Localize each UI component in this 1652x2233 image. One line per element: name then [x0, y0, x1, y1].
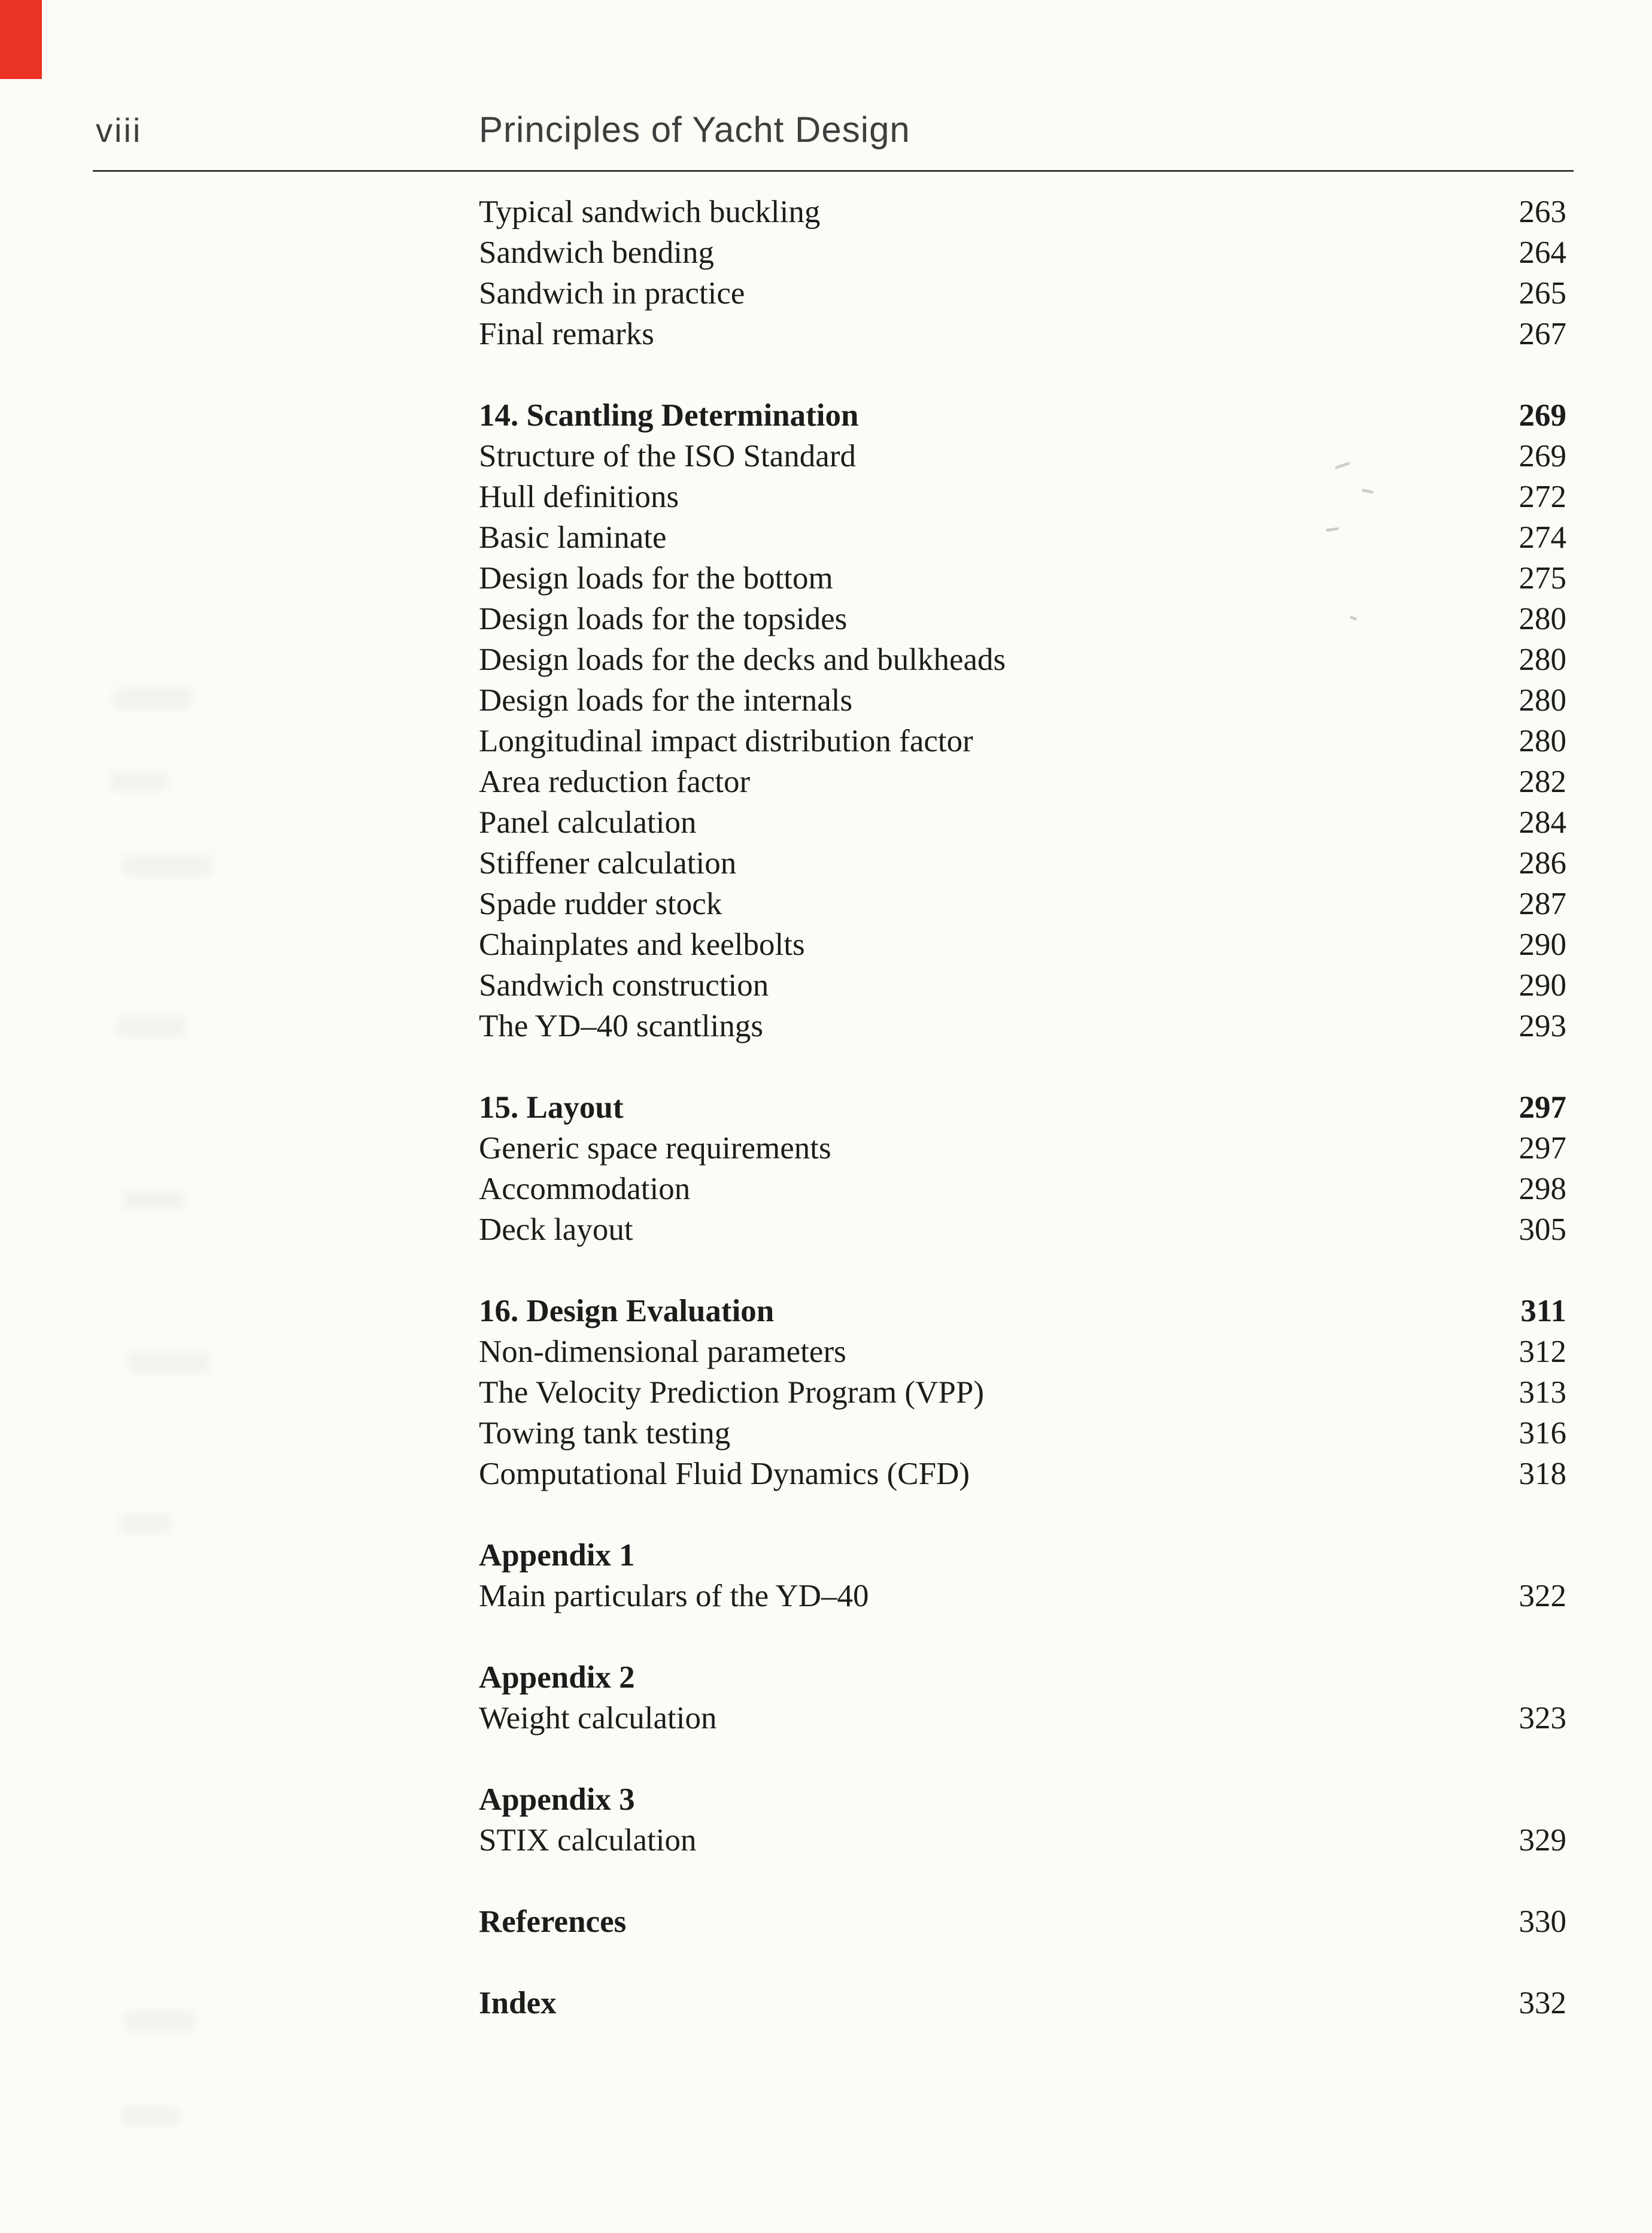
toc-entry-row: [479, 1169, 1566, 1209]
toc-label: Design loads for the decks and bulkheads: [479, 642, 1006, 677]
toc-entry-row: [479, 1331, 1566, 1372]
toc-label: Accommodation: [479, 1172, 691, 1206]
toc-heading-row: [479, 1779, 1566, 1820]
toc-entry-row: [479, 1128, 1566, 1169]
toc-page-number: 330: [1519, 1904, 1566, 1939]
toc-label: The YD–40 scantlings: [479, 1009, 763, 1043]
toc-heading-row: [479, 1983, 1566, 2023]
toc-page-number: 272: [1519, 480, 1566, 514]
toc-label: 15. Layout: [479, 1090, 624, 1125]
toc-label: Longitudinal impact distribution factor: [479, 724, 973, 759]
toc-section: [479, 395, 1566, 1046]
toc-entry-row: [479, 1413, 1566, 1454]
toc-label: References: [479, 1904, 627, 1939]
toc-page-number: 287: [1519, 887, 1566, 921]
toc-entry-row: [479, 517, 1566, 558]
toc-section: [479, 1087, 1566, 1250]
header-rule: [93, 170, 1574, 172]
toc-label: The Velocity Prediction Program (VPP): [479, 1375, 984, 1410]
toc-label: Non-dimensional parameters: [479, 1334, 846, 1369]
showthrough-smudge: [123, 856, 212, 876]
toc-label: Typical sandwich buckling: [479, 195, 821, 229]
toc-entry-row: [479, 884, 1566, 924]
toc-label: Structure of the ISO Standard: [479, 439, 856, 474]
toc-page-number: 290: [1519, 927, 1566, 962]
toc-page-number: 313: [1519, 1375, 1566, 1410]
showthrough-smudge: [123, 1191, 183, 1209]
toc-label: Index: [479, 1986, 557, 2020]
toc-page-number: 274: [1519, 520, 1566, 555]
toc: [479, 192, 1566, 2023]
toc-page-number: 298: [1519, 1172, 1566, 1206]
toc-label: Main particulars of the YD–40: [479, 1579, 869, 1613]
toc-entry-row: [479, 232, 1566, 273]
showthrough-smudge: [114, 688, 192, 709]
toc-label: Design loads for the topsides: [479, 602, 848, 636]
toc-heading-row: [479, 1657, 1566, 1698]
toc-page-number: 293: [1519, 1009, 1566, 1043]
toc-page-number: 284: [1519, 805, 1566, 840]
toc-section: [479, 1535, 1566, 1616]
book-edge-red: [0, 0, 42, 79]
toc-label: Design loads for the internals: [479, 683, 853, 718]
toc-entry-row: [479, 802, 1566, 843]
toc-label: Area reduction factor: [479, 764, 751, 799]
toc-label: 16. Design Evaluation: [479, 1294, 775, 1328]
toc-heading-row: [479, 1087, 1566, 1128]
toc-heading-row: [479, 1291, 1566, 1331]
toc-entry-row: [479, 314, 1566, 354]
toc-entry-row: [479, 477, 1566, 517]
toc-entry-row: [479, 965, 1566, 1006]
toc-entry-row: [479, 192, 1566, 232]
toc-label: Stiffener calculation: [479, 846, 737, 881]
toc-label: Design loads for the bottom: [479, 561, 833, 596]
page-header: [96, 109, 1568, 150]
toc-page-number: 312: [1519, 1334, 1566, 1369]
toc-entry-row: [479, 680, 1566, 721]
toc-page-number: 269: [1519, 398, 1566, 433]
toc-entry-row: [479, 1209, 1566, 1250]
toc-entry-row: [479, 1576, 1566, 1616]
toc-label: Basic laminate: [479, 520, 667, 555]
toc-entry-row: [479, 721, 1566, 761]
toc-entry-row: [479, 1372, 1566, 1413]
toc-page-number: 318: [1519, 1457, 1566, 1491]
toc-page-number: 264: [1519, 235, 1566, 270]
toc-page-number: 267: [1519, 317, 1566, 351]
toc-page-number: 275: [1519, 561, 1566, 596]
showthrough-smudge: [120, 1515, 171, 1533]
toc-page-number: 290: [1519, 968, 1566, 1003]
toc-page-number: 280: [1519, 642, 1566, 677]
toc-page-number: 269: [1519, 439, 1566, 474]
toc-heading-row: [479, 395, 1566, 436]
toc-label: Spade rudder stock: [479, 887, 722, 921]
toc-section: [479, 1779, 1566, 1861]
toc-page-number: 311: [1520, 1294, 1566, 1328]
toc-entry-row: [479, 1454, 1566, 1494]
toc-heading-row: [479, 1901, 1566, 1942]
toc-entry-row: [479, 843, 1566, 884]
toc-section: [479, 192, 1566, 354]
toc-page-number: 316: [1519, 1416, 1566, 1451]
toc-entry-row: [479, 436, 1566, 477]
toc-label: Hull definitions: [479, 480, 679, 514]
toc-entry-row: [479, 924, 1566, 965]
showthrough-smudge: [117, 1018, 186, 1037]
showthrough-smudge: [111, 772, 168, 790]
toc-section: [479, 1291, 1566, 1494]
toc-label: Sandwich bending: [479, 235, 715, 270]
toc-entry-row: [479, 761, 1566, 802]
toc-label: Towing tank testing: [479, 1416, 731, 1451]
toc-label: Chainplates and keelbolts: [479, 927, 805, 962]
toc-page-number: 305: [1519, 1212, 1566, 1247]
toc-entry-row: [479, 1698, 1566, 1739]
toc-page-number: 323: [1519, 1701, 1566, 1736]
toc-label: Weight calculation: [479, 1701, 717, 1736]
toc-label: STIX calculation: [479, 1823, 697, 1858]
toc-page-number: 280: [1519, 683, 1566, 718]
toc-page-number: 263: [1519, 195, 1566, 229]
toc-entry-row: [479, 1006, 1566, 1046]
showthrough-smudge: [123, 2107, 180, 2125]
toc-label: Appendix 1: [479, 1538, 635, 1573]
page-folio: viii: [96, 111, 142, 149]
toc-page-number: 280: [1519, 724, 1566, 759]
toc-page-number: 282: [1519, 764, 1566, 799]
toc-label: Final remarks: [479, 317, 654, 351]
toc-page-number: 322: [1519, 1579, 1566, 1613]
toc-label: Appendix 3: [479, 1782, 635, 1817]
toc-label: Generic space requirements: [479, 1131, 831, 1166]
toc-page-number: 280: [1519, 602, 1566, 636]
toc-entry-row: [479, 599, 1566, 639]
showthrough-smudge: [126, 2011, 195, 2031]
toc-entry-row: [479, 639, 1566, 680]
toc-section: [479, 1901, 1566, 1942]
toc-label: Sandwich in practice: [479, 276, 745, 311]
toc-entry-row: [479, 1820, 1566, 1861]
toc-label: Sandwich construction: [479, 968, 769, 1003]
toc-label: Deck layout: [479, 1212, 633, 1247]
toc-entry-row: [479, 273, 1566, 314]
toc-page-number: 332: [1519, 1986, 1566, 2020]
running-head-title: Principles of Yacht Design: [479, 110, 910, 150]
toc-label: Panel calculation: [479, 805, 697, 840]
toc-label: 14. Scantling Determination: [479, 398, 859, 433]
showthrough-smudge: [129, 1353, 209, 1373]
toc-page-number: 297: [1519, 1090, 1566, 1125]
toc-entry-row: [479, 558, 1566, 599]
toc-label: Computational Fluid Dynamics (CFD): [479, 1457, 970, 1491]
toc-label: Appendix 2: [479, 1660, 635, 1695]
toc-page-number: 286: [1519, 846, 1566, 881]
toc-section: [479, 1983, 1566, 2023]
toc-page-number: 329: [1519, 1823, 1566, 1858]
toc-page-number: 297: [1519, 1131, 1566, 1166]
toc-heading-row: [479, 1535, 1566, 1576]
toc-section: [479, 1657, 1566, 1739]
toc-page-number: 265: [1519, 276, 1566, 311]
